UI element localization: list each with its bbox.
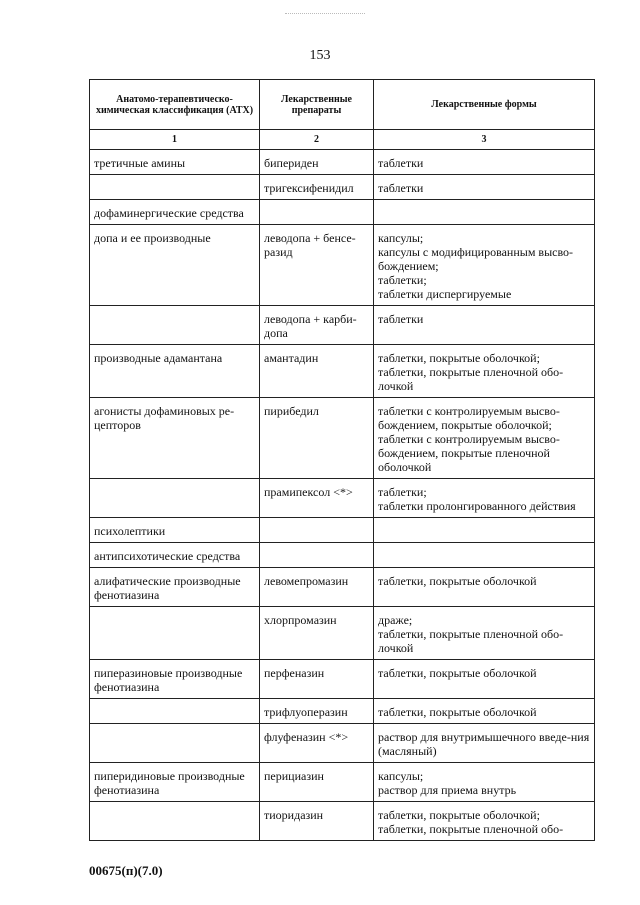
table-row: [90, 568, 595, 607]
table-body: [90, 150, 595, 841]
cell-forms: [374, 802, 595, 841]
form-line: таблетки, покрытые оболочкой;: [378, 808, 540, 822]
form-line: капсулы;: [378, 769, 424, 783]
cell-atx: дофаминергические средства: [90, 200, 260, 225]
cell-forms: [374, 175, 595, 200]
cell-drug: амантадин: [260, 345, 374, 398]
cell-atx: [90, 175, 260, 200]
form-line: таблетки с контролируемым высво-бождением, покрытые пленочной оболочкой: [378, 432, 560, 474]
cell-drug: пирибедил: [260, 398, 374, 479]
form-line: таблетки, покрытые пленочной обо-лочкой: [378, 627, 564, 655]
page-number: 153: [309, 48, 331, 63]
cell-drug: тиоридазин: [260, 802, 374, 841]
cell-forms: [374, 200, 595, 225]
form-line: таблетки: [378, 181, 424, 195]
form-line: таблетки, покрытые оболочкой: [378, 574, 537, 588]
form-line: раствор для приема внутрь: [378, 783, 517, 797]
document-code: 00675(п)(7.0): [89, 863, 163, 878]
table-row: [90, 398, 595, 479]
cell-forms: [374, 724, 595, 763]
form-line: капсулы;: [378, 231, 424, 245]
cell-atx: производные адамантана: [90, 345, 260, 398]
table-row: [90, 200, 595, 225]
cell-forms: [374, 306, 595, 345]
table-row: [90, 660, 595, 699]
header-atx: Анатомо-терапевтическо-химическая классификация (АТХ): [90, 80, 260, 130]
cell-drug: трифлуоперазин: [260, 699, 374, 724]
form-line: таблетки;: [378, 485, 427, 499]
header-num-3: 3: [374, 130, 595, 150]
cell-atx: [90, 802, 260, 841]
cell-forms: [374, 568, 595, 607]
form-line: таблетки;: [378, 273, 427, 287]
table-row: [90, 543, 595, 568]
form-line: таблетки пролонгированного действия: [378, 499, 576, 513]
form-line: таблетки с контролируемым высво-бождением, покрытые оболочкой;: [378, 404, 560, 432]
scan-artifact-line: [285, 13, 365, 14]
form-line: таблетки, покрытые оболочкой: [378, 666, 537, 680]
cell-forms: [374, 518, 595, 543]
cell-atx: [90, 607, 260, 660]
cell-forms: [374, 660, 595, 699]
cell-drug: [260, 518, 374, 543]
drug-table: [89, 79, 595, 841]
cell-drug: перфеназин: [260, 660, 374, 699]
form-line: таблетки: [378, 156, 424, 170]
cell-atx: антипсихотические средства: [90, 543, 260, 568]
form-line: капсулы с модифицированным высво-бождением;: [378, 245, 574, 273]
table-row: [90, 150, 595, 175]
cell-atx: [90, 479, 260, 518]
header-drugs: Лекарственные препараты: [260, 80, 374, 130]
table-row: [90, 724, 595, 763]
form-line: таблетки, покрытые оболочкой;: [378, 351, 540, 365]
cell-atx: третичные амины: [90, 150, 260, 175]
form-line: драже;: [378, 613, 413, 627]
form-line: таблетки, покрытые пленочной обо-: [378, 822, 564, 836]
cell-drug: леводопа + бенсе-разид: [260, 225, 374, 306]
cell-drug: флуфеназин <*>: [260, 724, 374, 763]
cell-drug: [260, 543, 374, 568]
table-row: [90, 225, 595, 306]
cell-forms: [374, 763, 595, 802]
form-line: таблетки диспергируемые: [378, 287, 512, 301]
header-num-2: 2: [260, 130, 374, 150]
cell-drug: бипериден: [260, 150, 374, 175]
table-row: [90, 345, 595, 398]
cell-forms: [374, 345, 595, 398]
cell-atx: психолептики: [90, 518, 260, 543]
table-row: [90, 699, 595, 724]
table-row: [90, 306, 595, 345]
table-number-row: [90, 130, 595, 150]
cell-forms: [374, 225, 595, 306]
table-row: [90, 763, 595, 802]
cell-drug: хлорпромазин: [260, 607, 374, 660]
cell-atx: пиперидиновые производные фенотиазина: [90, 763, 260, 802]
form-line: таблетки, покрытые оболочкой: [378, 705, 537, 719]
cell-atx: [90, 699, 260, 724]
cell-drug: левомепромазин: [260, 568, 374, 607]
cell-atx: [90, 724, 260, 763]
form-line: раствор для внутримышечного введе-ния (масляный): [378, 730, 590, 758]
cell-forms: [374, 607, 595, 660]
cell-drug: тригексифенидил: [260, 175, 374, 200]
table-row: [90, 479, 595, 518]
table-row: [90, 802, 595, 841]
table-row: [90, 175, 595, 200]
cell-atx: допа и ее производные: [90, 225, 260, 306]
table-row: [90, 607, 595, 660]
cell-atx: алифатические производные фенотиазина: [90, 568, 260, 607]
header-forms: Лекарственные формы: [374, 80, 595, 130]
form-line: таблетки: [378, 312, 424, 326]
cell-forms: [374, 150, 595, 175]
cell-drug: леводопа + карби-допа: [260, 306, 374, 345]
cell-drug: перициазин: [260, 763, 374, 802]
header-num-1: 1: [90, 130, 260, 150]
cell-forms: [374, 479, 595, 518]
cell-forms: [374, 543, 595, 568]
cell-drug: [260, 200, 374, 225]
cell-atx: пиперазиновые производные фенотиазина: [90, 660, 260, 699]
table-header-row: [90, 80, 595, 130]
cell-forms: [374, 699, 595, 724]
cell-drug: прамипексол <*>: [260, 479, 374, 518]
cell-atx: агонисты дофаминовых ре-цепторов: [90, 398, 260, 479]
cell-atx: [90, 306, 260, 345]
table-row: [90, 518, 595, 543]
form-line: таблетки, покрытые пленочной обо-лочкой: [378, 365, 564, 393]
cell-forms: [374, 398, 595, 479]
